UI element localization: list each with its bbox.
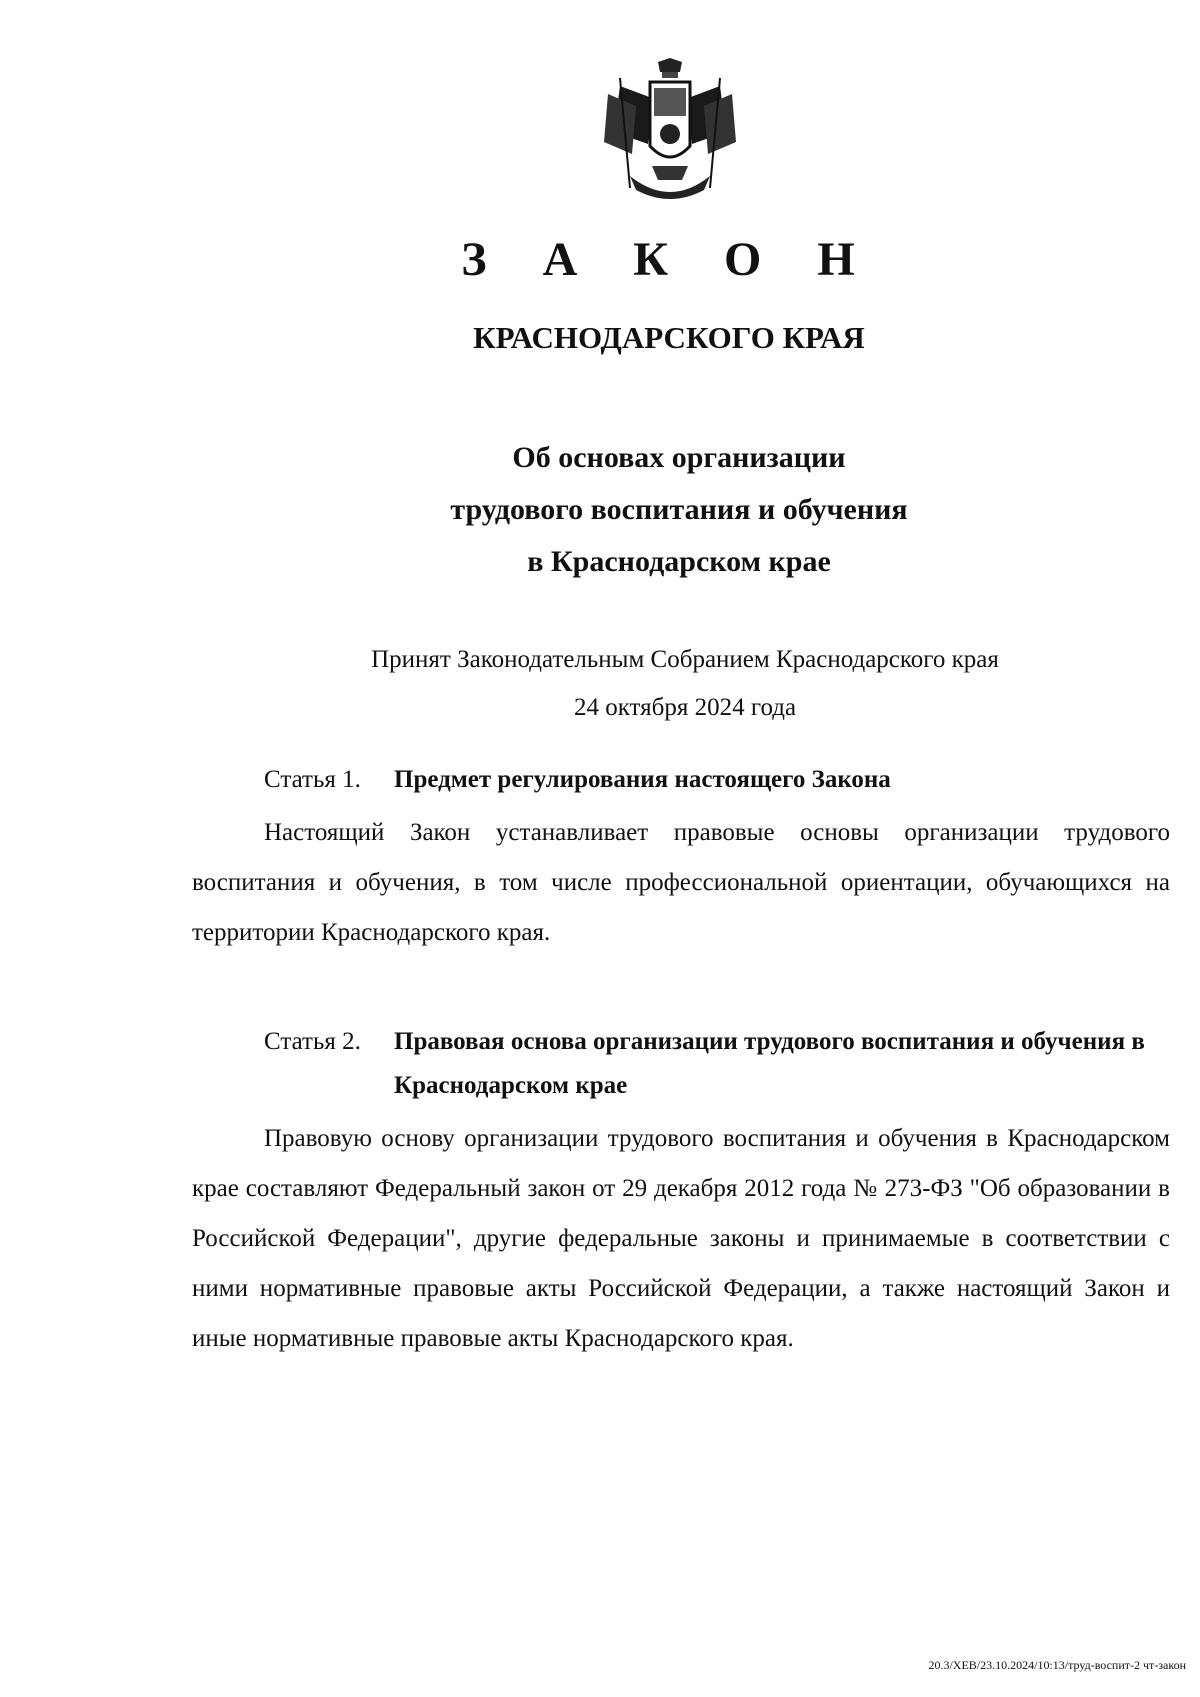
law-title-line: в Краснодарском крае [527, 545, 831, 578]
article-heading [192, 1020, 1170, 1108]
article-number: Статья 2. [264, 1028, 361, 1055]
adoption-info [0, 636, 1200, 732]
article-title: Правовая основа организации трудового воспитания и обучения в Краснодарском крае [394, 1028, 1145, 1099]
article-heading [192, 758, 1170, 802]
adoption-line: Принят Законодательным Собранием Краснодарского края [371, 646, 999, 673]
article-2 [192, 1020, 1170, 1364]
adoption-date: 24 октября 2024 года [573, 694, 797, 721]
article-number: Статья 1. [264, 766, 361, 793]
article-text: Настоящий Закон устанавливает правовые основы организации трудового воспитания и обучения, в том числе профессиональной ориентации, обучающихся на территории Краснодарского края. [192, 819, 1170, 946]
law-title-line: трудового воспитания и обучения [450, 493, 908, 526]
krasnodar-coat-of-arms-icon [600, 58, 740, 208]
law-title-line: Об основах организации [512, 441, 846, 474]
document-subtitle: КРАСНОДАРСКОГО КРАЯ [473, 320, 865, 355]
article-text: Правовую основу организации трудового воспитания и обучения в Краснодарском крае составляют Федеральный закон от 29 декабря 2012 года № 273-ФЗ "Об образовании в Российской Федерации", другие федеральные законы и принимаемые в соответствии с ними нормативные правовые акты Российской Федерации, а также настоящий Закон и иные нормативные правовые акты Краснодарского края. [192, 1125, 1170, 1352]
article-title: Предмет регулирования настоящего Закона [394, 766, 891, 793]
document-footer-code: 20.3/ХЕВ/23.10.2024/10:13/труд-воспит-2 чт-закон [928, 1658, 1186, 1672]
law-title [0, 432, 1200, 588]
document-title: З А К О Н [461, 233, 877, 286]
article-1 [192, 758, 1170, 958]
